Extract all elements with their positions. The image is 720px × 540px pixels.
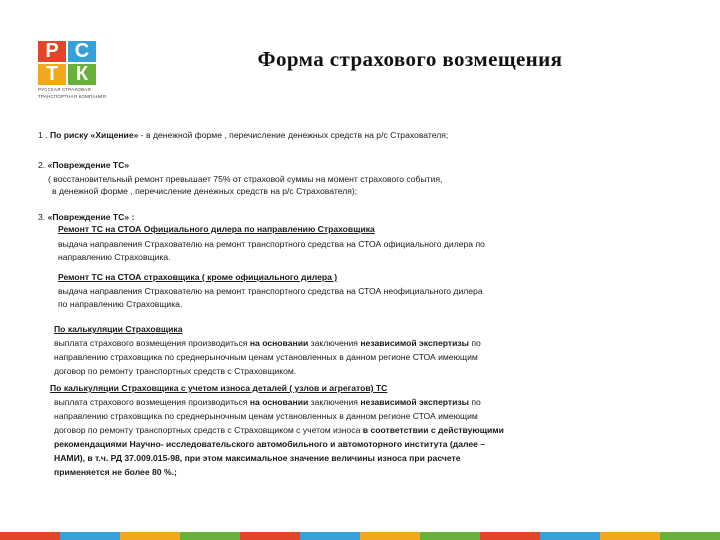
- page-title: Форма страхового возмещения: [257, 47, 563, 71]
- calc-line-1: [54, 338, 481, 348]
- calc-line-3: договор по ремонту транспортных средств с Страховщиком.: [54, 366, 297, 376]
- footer-segment: [180, 532, 240, 540]
- calc-wear-line-1: [54, 397, 481, 407]
- calc-wear-line-3-part-b: в соответствии с действующими: [362, 425, 504, 435]
- item-2-line-2: ( восстановительный ремонт превышает 75% от страховой суммы на момент страхового события,: [48, 174, 443, 184]
- footer-segment: [120, 532, 180, 540]
- company-logo: [38, 40, 106, 99]
- logo-letter-r: Р: [38, 41, 66, 62]
- footer-segment: [660, 532, 720, 540]
- calc-wear-line-1-part-e: по: [468, 397, 481, 407]
- item-2: [38, 160, 129, 170]
- item-3-number: 3.: [38, 212, 48, 222]
- calc-line-1-part-c: заключения: [308, 338, 361, 348]
- footer-segment: [480, 532, 540, 540]
- calc-line-1-part-e: по: [468, 338, 481, 348]
- logo-caption-2: ТРАНСПОРТНАЯ КОМПАНИЯ: [38, 94, 106, 99]
- subsection-dealer-line-2: направлению Страховщика.: [58, 252, 171, 262]
- logo-letter-s: С: [68, 41, 96, 62]
- calc-line-1-part-a: выплата страхового возмещения производиться: [54, 338, 250, 348]
- footer-segment: [0, 532, 60, 540]
- calc-heading: По калькуляции Страховщика: [54, 324, 183, 334]
- calc-wear-heading: По калькуляции Страховщика с учетом износа деталей ( узлов и агрегатов) ТС: [50, 383, 388, 393]
- footer-segment: [540, 532, 600, 540]
- subsection-dealer-line-1: выдача направления Страхователю на ремонт транспортного средства на СТОА официального дилера по: [58, 239, 485, 249]
- calc-line-2: направлению страховщика по среднерыночным ценам установленных в данном регионе СТОА имеющим: [54, 352, 478, 362]
- item-2-heading: «Повреждение ТС»: [47, 160, 130, 170]
- calc-wear-line-1-part-b: на основании: [249, 397, 309, 407]
- calc-wear-line-3: [54, 425, 504, 435]
- subsection-insurer-heading: Ремонт ТС на СТОА страховщика ( кроме официального дилера ): [58, 272, 338, 282]
- footer-segment: [240, 532, 300, 540]
- calc-wear-line-6: применяется не более 80 %.;: [54, 467, 177, 477]
- item-1-text: - в денежной форме , перечисление денежных средств на р/с Страхователя;: [138, 130, 449, 140]
- calc-wear-line-5: НАМИ), в т.ч. РД 37.009.015-98, при этом максимальное значение величины износа при расчете: [54, 453, 461, 463]
- item-2-number: 2.: [38, 160, 48, 170]
- calc-wear-line-1-part-c: заключения: [308, 397, 361, 407]
- item-1-heading: По риску «Хищение»: [49, 130, 139, 140]
- footer-segment: [600, 532, 660, 540]
- logo-letter-k: К: [68, 64, 96, 85]
- calc-wear-line-1-part-a: выплата страхового возмещения производиться: [54, 397, 250, 407]
- footer-segment: [360, 532, 420, 540]
- footer-segment: [300, 532, 360, 540]
- calc-wear-line-3-part-a: договор по ремонту транспортных средств с Страховщиком с учетом износа: [54, 425, 363, 435]
- calc-wear-line-1-part-d: независимой экспертизы: [360, 397, 469, 407]
- calc-wear-line-4: рекомендациями Научно- исследовательского автомобильного и автомоторного института (далее –: [54, 439, 486, 449]
- logo-caption-1: РУССКАЯ СТРАХОВАЯ: [38, 87, 91, 92]
- subsection-insurer-line-2: по направлению Страховщика.: [58, 299, 183, 309]
- logo-letters: [38, 41, 98, 85]
- subsection-insurer-line-1: выдача направления Страхователю на ремонт транспортного средства на СТОА неофициального дилера: [58, 286, 483, 296]
- logo-letter-t: Т: [38, 64, 66, 85]
- item-1: [38, 130, 448, 140]
- subsection-dealer-heading: Ремонт ТС на СТОА Официального дилера по направлению Страховщика: [58, 224, 375, 234]
- footer-segment: [60, 532, 120, 540]
- calc-line-1-part-d: независимой экспертизы: [360, 338, 469, 348]
- footer-color-bar: [0, 532, 720, 540]
- footer-segment: [420, 532, 480, 540]
- item-1-number: 1 .: [38, 130, 50, 140]
- item-2-line-3: в денежной форме , перечисление денежных средств на р/с Страхователя);: [52, 186, 358, 196]
- calc-line-1-part-b: на основании: [249, 338, 309, 348]
- item-3: [38, 212, 134, 222]
- item-3-heading: «Повреждение ТС» :: [47, 212, 135, 222]
- calc-wear-line-2: направлению страховщика по среднерыночным ценам установленных в данном регионе СТОА имеющим: [54, 411, 478, 421]
